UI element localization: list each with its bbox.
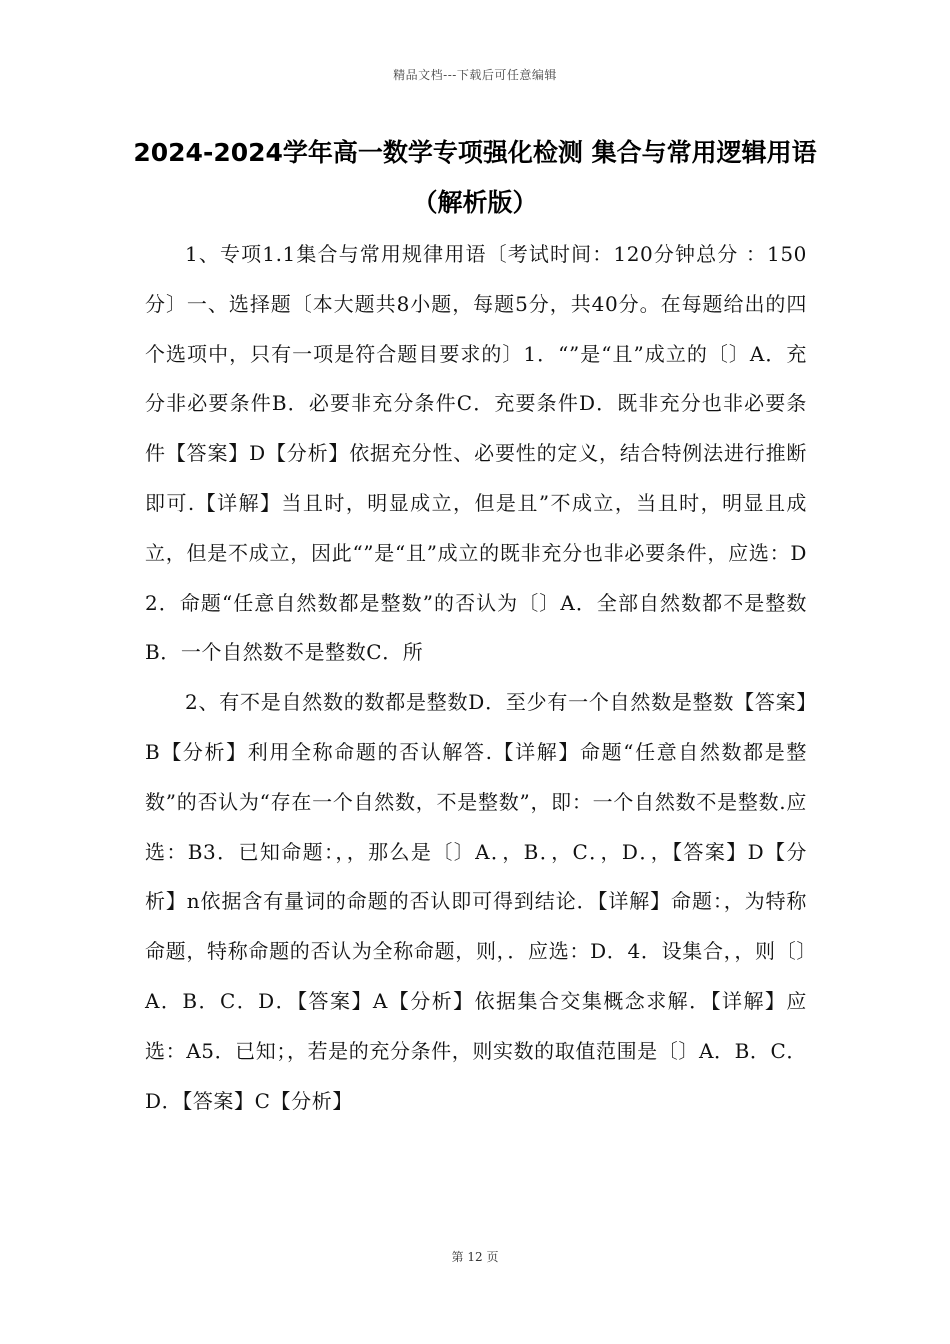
paragraph-2: 2、有不是自然数的数都是整数D．至少有一个自然数是整数【答案】B【分析】利用全称命题的否认解答.【详解】命题“任意自然数都是整数”的否认为“存在一个自然数，不是整数”，即：一个自然数不是整数.应选：B3．已知命题：，，那么是〔〕A．，B．，C．，D．，【答案】D【分析】n依据含有量词的命题的否认即可得到结论．【详解】命题：，为特称命题，特称命题的否认为全称命题，则，．应选：D．4．设集合，，则〔〕A．B．C．D．【答案】A【分析】依据集合交集概念求解．【详解】应选：A5．已知；，若是的充分条件，则实数的取值范围是〔〕A．B．C．D．【答案】C【分析】: [145, 690, 808, 1113]
page-header: 精品文档---下载后可任意编辑: [393, 68, 557, 82]
document-title: 2024-2024学年高一数学专项强化检测 集合与常用逻辑用语（解析版）: [133, 138, 817, 217]
paragraph-1: 1、专项1.1集合与常用规律用语〔考试时间：120分钟总分 ：150分〕一、选择题〔本大题共8小题，每题5分，共40分。在每题给出的四个选项中，只有一项是符合题目要求的〕1．“”是“且”成立的〔〕A．充分非必要条件B．必要非充分条件C．充要条件D．既非充分也非必要条件【答案】D【分析】依据充分性、必要性的定义，结合特例法进行推断即可.【详解】当且时，明显成立，但是且”不成立，当且时，明显且成立，但是不成立，因此“”是“且”成立的既非充分也非必要条件，应选：D2．命题“任意自然数都是整数”的否认为〔〕A．全部自然数都不是整数B．一个自然数不是整数C．所: [145, 242, 808, 665]
document-body: [145, 230, 807, 1126]
page-number: 第 12 页: [451, 1250, 499, 1264]
